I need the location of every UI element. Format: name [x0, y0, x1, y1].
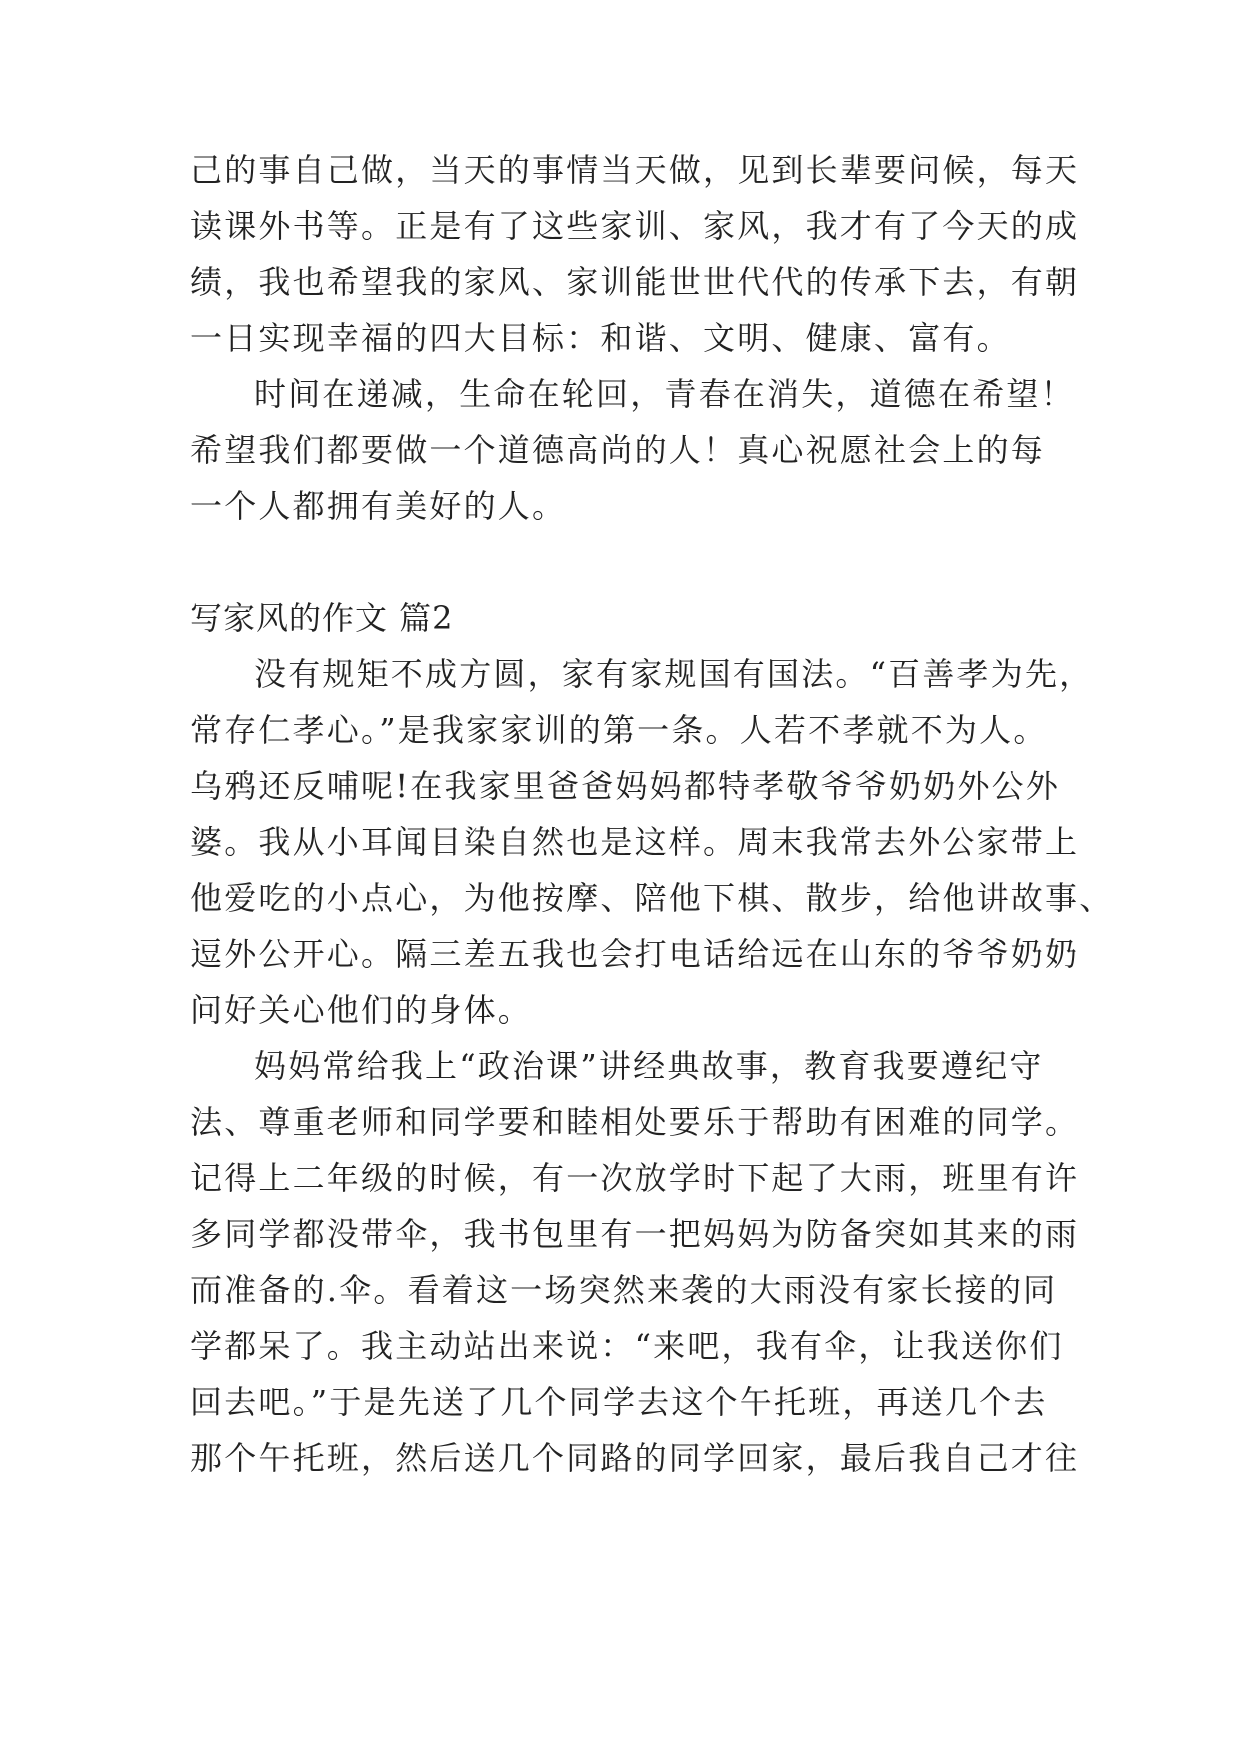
text-line: 他爱吃的小点心，为他按摩、陪他下棋、散步，给他讲故事、: [190, 879, 1114, 917]
text-line: 己的事自己做，当天的事情当天做，见到长辈要问候，每天: [190, 151, 1080, 189]
text-line: 婆。我从小耳闻目染自然也是这样。周末我常去外公家带上: [190, 823, 1080, 861]
text-line: 一日实现幸福的四大目标：和谐、文明、健康、富有。: [190, 319, 1011, 357]
text-line: 而准备的.伞。看着这一场突然来袭的大雨没有家长接的同: [190, 1271, 1058, 1309]
text-line: 没有规矩不成方圆，家有家规国有国法。“百善孝为先，: [254, 655, 1094, 693]
text-line: 绩，我也希望我的家风、家训能世世代代的传承下去，有朝: [190, 263, 1080, 301]
text-line: 多同学都没带伞，我书包里有一把妈妈为防备突如其来的雨: [190, 1215, 1080, 1253]
text-line: 逗外公开心。隔三差五我也会打电话给远在山东的爷爷奶奶: [190, 935, 1080, 973]
text-line: 回去吧。”于是先送了几个同学去这个午托班，再送几个去: [190, 1383, 1048, 1421]
text-line: 常存仁孝心。”是我家家训的第一条。人若不孝就不为人。: [190, 711, 1048, 749]
section-heading: 写家风的作文 篇2: [190, 599, 454, 637]
text-line: 记得上二年级的时候，有一次放学时下起了大雨，班里有许: [190, 1159, 1080, 1197]
text-line: 时间在递减，生命在轮回，青春在消失，道德在希望！: [254, 375, 1075, 413]
text-line: 问好关心他们的身体。: [190, 991, 533, 1029]
text-line: 法、尊重老师和同学要和睦相处要乐于帮助有困难的同学。: [190, 1103, 1080, 1141]
text-line: 学都呆了。我主动站出来说：“来吧，我有伞，让我送你们: [190, 1327, 1064, 1365]
text-line: 希望我们都要做一个道德高尚的人！真心祝愿社会上的每: [190, 431, 1046, 469]
text-line: 那个午托班，然后送几个同路的同学回家，最后我自己才往: [190, 1439, 1080, 1477]
text-line: 读课外书等。正是有了这些家训、家风，我才有了今天的成: [190, 207, 1080, 245]
text-line: 一个人都拥有美好的人。: [190, 487, 567, 525]
text-line: 乌鸦还反哺呢!在我家里爸爸妈妈都特孝敬爷爷奶奶外公外: [190, 767, 1061, 805]
text-line: 妈妈常给我上“政治课”讲经典故事，教育我要遵纪守: [254, 1047, 1044, 1085]
